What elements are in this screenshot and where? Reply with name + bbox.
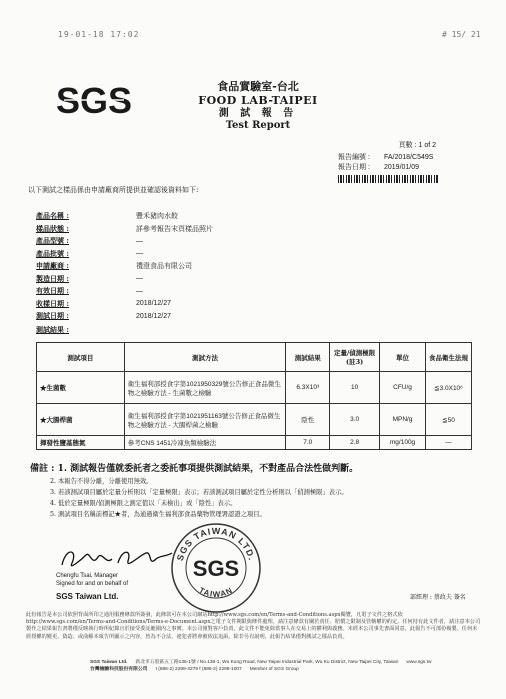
table-row (37, 436, 472, 450)
note-item: 備註 : 1. 測試報告僅就委託者之委託事項提供測試結果，不對產品合法性做判斷。 (30, 464, 359, 474)
report-title-en: Test Report (225, 120, 291, 131)
field-value: — (136, 250, 143, 258)
note-item: 2. 本報告不得分離，分離使用無效。 (50, 478, 153, 485)
cell-result: 7.0 (286, 436, 330, 450)
cell-regulation: — (426, 436, 472, 450)
fax-timestamp: 19-01-18 17:02 (58, 30, 140, 39)
signatory-name: Chengfu Tsai, Manager (56, 573, 118, 579)
cell-unit: CFU/g (380, 372, 426, 404)
sgs-logo (55, 80, 133, 121)
field-label: 產品批號 : (36, 248, 70, 258)
signed-on-behalf: Signed for and on behalf of (56, 581, 129, 587)
field-value: 2018/12/27 (136, 312, 172, 320)
cell-unit: mg/100g (380, 436, 426, 450)
intro-text: 以下測試之樣品係由申請廠商所提供並確認後資料如下: (28, 186, 199, 194)
footer-company-zh: 台灣檢驗科技股份有限公司 (90, 667, 148, 672)
manager-signature (56, 545, 176, 573)
field-label: 有效日期 : (36, 286, 70, 296)
field-value: — (136, 287, 143, 295)
signatory-company: SGS Taiwan Ltd. (56, 592, 119, 601)
footer-row (90, 666, 470, 673)
column-header: 測試方法 (124, 343, 286, 372)
footer-member: Member of SGS Group (249, 667, 299, 672)
field-label: 測試日期 : (36, 311, 70, 321)
footer-row (90, 659, 470, 666)
field-value: 禮澄食品有限公司 (136, 263, 192, 271)
note-item: 3. 若該測試項目屬於定量分析則以「定量極限」表示；若該測試項目屬於定性分析則以「偵測極限」表示。 (50, 489, 348, 496)
field-row (36, 310, 213, 323)
cell-item: 揮發性鹽基態氮 (37, 436, 125, 450)
cell-limit: 3.0 (330, 404, 380, 436)
signature-text (56, 572, 128, 588)
disclaimer-text: 此份報告是本公司依照背面所印之通用服務條款所簽發，此條款可在本公司網站http://www.sgs.com/en/Terms-and-Conditions.aspx閱覽，凡電子文件之格式依http://www.sgs.com/en/Terms-and-Conditions/Terms-e-Document.aspx之電子文件期限與條件處理。請注意條款有關於責任、賠償之限制及管轄權的約定。任何持有此文件者，請注意本公司製作之結果報告書將僅反映執行時所紀錄且於接受委託範圍內之事實。本公司僅對客戶負責，此文件不能免除當事人在交易上的權利與義務。未經本公司事先書面同意，此報告不可部份複製。任何未經授權的變更、偽造、或曲解本報告所顯示之內容，皆為不合法，違犯者將會被依法追訴。除非另有說明，此報告結果僅對測試之樣品負責。 (26, 612, 481, 640)
column-header: 測試結果 (286, 343, 330, 372)
cell-item: ★生菌數 (37, 372, 125, 404)
cell-method: 衛生福利部授食字第1021951163號公告修正食品微生物之檢驗方法 - 大腸桿菌之檢驗 (124, 404, 286, 436)
field-label: 產品型號 : (36, 236, 70, 246)
barcode (338, 175, 438, 183)
field-label: 申請廠商 : (36, 261, 70, 271)
field-label: 收樣日期 : (36, 298, 70, 308)
cell-regulation: ≦3.0X10⁶ (426, 372, 472, 404)
stamp-ring-text: SGS TAIWAN LTD. (174, 525, 258, 562)
field-value: — (136, 237, 143, 245)
report-date-row (338, 162, 433, 172)
report-number-value: FA/2018/C549S (384, 153, 434, 161)
table-header-row (37, 343, 472, 372)
sgs-logo-text: SGS (55, 80, 133, 121)
table-row (37, 404, 472, 436)
field-row (36, 273, 213, 286)
column-header: 定量/偵測極限(註3) (330, 343, 380, 372)
field-value: 豐禾豬肉水餃 (136, 213, 178, 221)
report-date-value: 2019/01/09 (384, 163, 420, 171)
field-value: — (136, 275, 143, 283)
cell-item: ★大腸桿菌 (37, 404, 125, 436)
field-row (36, 235, 213, 248)
report-date-label: 報告日期 : (338, 164, 370, 171)
report-number-label: 報告編號 : (338, 154, 370, 161)
stamp-center-text: SGS (192, 556, 240, 581)
field-label: 製造日期 : (36, 273, 70, 283)
notes-block (30, 462, 358, 520)
chinese-signatory: 部經理 : 蔡政夫 簽名 (410, 594, 466, 601)
report-title-zh: 測 試 報 告 (218, 107, 298, 119)
cell-limit: 10 (330, 372, 380, 404)
report-number-row (338, 152, 433, 162)
footer (90, 659, 470, 673)
field-label: 產品名稱 : (36, 211, 70, 221)
results-table (36, 342, 472, 450)
column-header: 測試項目 (37, 343, 125, 372)
report-meta (338, 152, 433, 172)
cell-result: 6.3X10³ (286, 372, 330, 404)
stamp-ring-bottom-text: TAIWAN (197, 585, 235, 599)
note-item: 5. 測試項目名稱前標記★者，為通過衛生福利部食品藥物管理署認證之項目。 (50, 511, 266, 518)
footer-company-en: SGS Taiwan Ltd. (90, 660, 128, 665)
cell-regulation: ≦50 (426, 404, 472, 436)
svg-text:TAIWAN (197, 586, 234, 599)
sgs-stamp (168, 520, 264, 616)
lab-title-zh: 食品實驗室-台北 (217, 80, 299, 93)
results-heading: 測試結果 : (36, 325, 70, 334)
sample-fields (36, 210, 213, 323)
cell-result: 陰性 (286, 404, 330, 436)
note-item: 4. 低於定量極限/偵測極限之測定值以「未檢出」或「陰性」表示。 (50, 500, 237, 507)
field-value: 詳參考報告末頁樣品照片 (136, 225, 213, 233)
field-row (36, 210, 213, 223)
footer-address: 新北市五股區五工路136-1號 / No.136-1, Wu Kung Road, New Taipei Industrial Park, Wu Ku District, New Taipei City, Taiwan (135, 660, 399, 665)
field-value: 2018/12/27 (136, 300, 172, 308)
field-label: 樣品狀態 : (36, 223, 70, 233)
column-header: 單位 (380, 343, 426, 372)
field-row (36, 260, 213, 273)
table-row (37, 372, 472, 404)
field-row (36, 298, 213, 311)
field-row (36, 223, 213, 236)
field-row (36, 285, 213, 298)
column-header: 食品衛生法規 (426, 343, 472, 372)
fax-page-ref: # 15/ 21 (442, 30, 481, 39)
cell-method: 衛生福利部授食字第1021950329號公告修正食品微生物之檢驗方法 - 生菌數之檢驗 (124, 372, 286, 404)
page-number: 頁數 : 1 of 2 (398, 142, 436, 149)
field-row (36, 248, 213, 261)
cell-limit: 2.8 (330, 436, 380, 450)
footer-phone: t (886-2) 2299-3279 f (886-2) 2299-1007 (155, 667, 242, 672)
lab-title-block (178, 80, 338, 133)
lab-title-en: FOOD LAB-TAIPEI (198, 93, 318, 107)
cell-unit: MPN/g (380, 404, 426, 436)
cell-method: 參考CNS 1451冷凍魚類檢驗法 (124, 436, 286, 450)
footer-web: www.sgs.tw (406, 660, 432, 665)
